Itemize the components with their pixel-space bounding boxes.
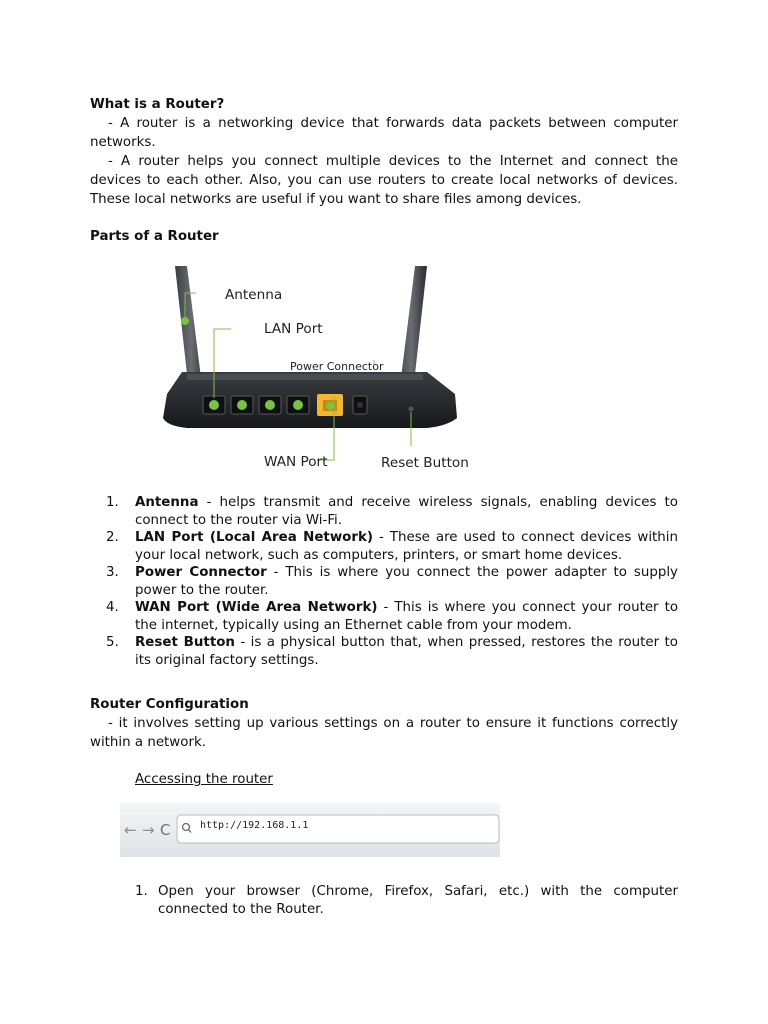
forward-arrow-icon: →: [142, 821, 155, 839]
parts-list: [90, 494, 678, 669]
list-item: 1. Antenna - helps transmit and receive wireless signals, enabling devices to connect to the router via Wi-Fi.: [106, 495, 678, 528]
label-lan-port: LAN Port: [264, 321, 323, 337]
router-diagram: [127, 246, 467, 484]
list-item: 4. WAN Port (Wide Area Network) - This is where you connect your router to the internet, typically using an Ethernet cable from your modem.: [106, 600, 679, 633]
paragraph-configuration: - it involves setting up various settings on a router to ensure it functions correctly within a network.: [90, 716, 678, 750]
list-item: 3. Power Connector - This is where you connect the power adapter to supply power to the router.: [106, 565, 678, 598]
reset-button: [409, 407, 414, 412]
list-item: 1. Open your browser (Chrome, Firefox, Safari, etc.) with the computer connected to the Router.: [135, 884, 678, 917]
label-antenna: Antenna: [225, 287, 283, 303]
back-arrow-icon: ←: [124, 821, 137, 839]
reload-icon: C: [160, 821, 171, 839]
browser-address-bar-image: [120, 803, 500, 857]
browser-url: http://192.168.1.1: [200, 820, 309, 831]
label-reset-button: Reset Button: [381, 455, 469, 471]
heading-what-is-router: What is a Router?: [90, 97, 225, 112]
steps-list: [90, 883, 678, 919]
heading-parts: Parts of a Router: [90, 229, 219, 244]
paragraph-usage: - A router helps you connect multiple devices to the Internet and connect the devices to each other. Also, you can use routers to create local networks of devices. These local networks are useful if you want to share files among devices.: [90, 154, 678, 207]
heading-router-configuration: Router Configuration: [90, 697, 249, 712]
label-power-connector: Power Connector: [290, 360, 384, 373]
list-item: 2. LAN Port (Local Area Network) - These are used to connect devices within your local network, such as computers, printers, or smart home devices.: [106, 530, 678, 563]
document-page: [90, 95, 678, 919]
paragraph-definition: - A router is a networking device that forwards data packets between computer networks.: [90, 116, 678, 150]
list-item: 5. Reset Button - is a physical button that, when pressed, restores the router to its original factory settings.: [106, 635, 678, 668]
label-wan-port: WAN Port: [264, 454, 328, 470]
subheading-accessing-router: Accessing the router: [135, 772, 273, 787]
